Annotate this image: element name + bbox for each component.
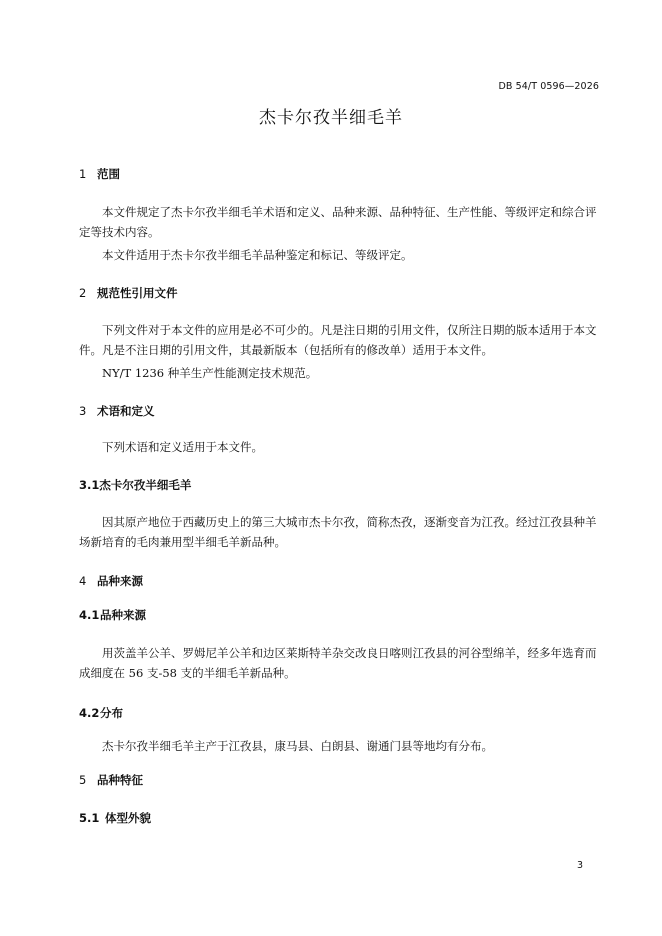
paragraph: 用茨盖羊公羊、罗姆尼羊公羊和边区莱斯特羊杂交改良日喀则江孜县的河谷型绵羊，经多年选育而成细度在 56 支-58 支的半细毛羊新品种。 — [79, 646, 597, 680]
document-title: 杰卡尔孜半细毛羊 — [259, 108, 403, 128]
section-heading-4-2 — [79, 705, 123, 721]
section-number: 4.1 — [79, 608, 100, 622]
section-title: 品种特征 — [97, 773, 143, 787]
section-title: 分布 — [100, 706, 123, 720]
standard-code: DB 54/T 0596—2026 — [498, 81, 599, 92]
paragraph: 下列术语和定义适用于本文件。 — [102, 440, 263, 454]
section-heading-5-1 — [79, 810, 151, 826]
paragraph: 杰卡尔孜半细毛羊主产于江孜县，康马县、白朗县、谢通门县等地均有分布。 — [102, 739, 493, 753]
section-number: 5 — [79, 773, 87, 787]
section-number: 2 — [79, 286, 87, 300]
paragraph: 本文件规定了杰卡尔孜半细毛羊术语和定义、品种来源、品种特征、生产性能、等级评定和综合评定等技术内容。 — [79, 205, 597, 239]
section-title: 体型外貌 — [105, 811, 151, 825]
section-heading-1 — [79, 166, 120, 182]
section-heading-5 — [79, 772, 143, 788]
section-heading-4 — [79, 573, 143, 589]
page-number: 3 — [576, 860, 583, 871]
section-title: 范围 — [97, 167, 120, 181]
paragraph: 因其原产地位于西藏历史上的第三大城市杰卡尔孜，简称杰孜，逐渐变音为江孜。经过江孜县种羊场新培育的毛肉兼用型半细毛羊新品种。 — [79, 515, 597, 549]
section-title: 品种来源 — [100, 608, 146, 622]
section-number: 1 — [79, 167, 87, 181]
section-number: 4.2 — [79, 706, 100, 720]
section-heading-2 — [79, 285, 178, 301]
reference-entry: NY/T 1236 种羊生产性能测定技术规范。 — [102, 366, 318, 380]
section-number: 5.1 — [79, 811, 100, 825]
section-title: 杰卡尔孜半细毛羊 — [99, 478, 192, 492]
section-heading-4-1 — [79, 607, 146, 623]
section-title: 术语和定义 — [97, 404, 155, 418]
section-heading-3 — [79, 403, 155, 419]
section-number: 4 — [79, 574, 87, 588]
section-title: 规范性引用文件 — [97, 286, 178, 300]
section-title: 品种来源 — [97, 574, 143, 588]
section-number: 3 — [79, 404, 87, 418]
section-number: 3.1 — [79, 478, 100, 492]
paragraph: 下列文件对于本文件的应用是必不可少的。凡是注日期的引用文件，仅所注日期的版本适用于本文件。凡是不注日期的引用文件，其最新版本（包括所有的修改单）适用于本文件。 — [79, 323, 597, 357]
section-heading-3-1 — [79, 477, 191, 493]
paragraph: 本文件适用于杰卡尔孜半细毛羊品种鉴定和标记、等级评定。 — [102, 248, 413, 262]
